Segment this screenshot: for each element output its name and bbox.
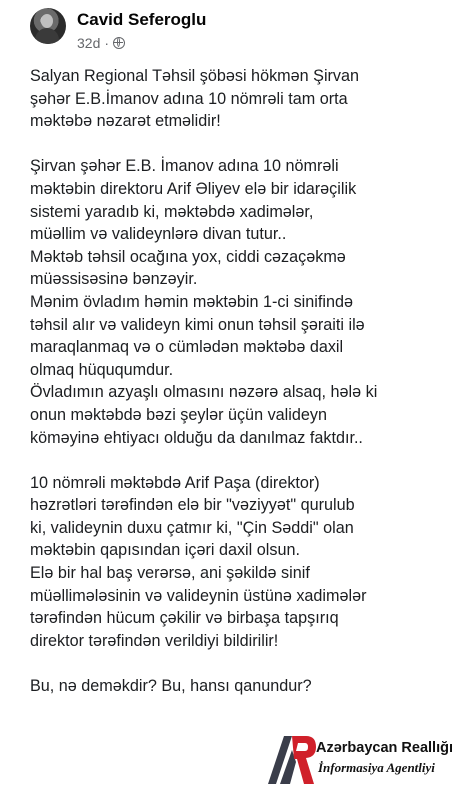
meta-separator: · — [104, 35, 110, 51]
post-time[interactable]: 32d — [77, 35, 101, 51]
post-body — [30, 65, 462, 698]
post-paragraph: Bu, nə deməkdir? Bu, hansı qanundur? — [30, 677, 312, 696]
post-header — [30, 8, 450, 56]
watermark-logo — [262, 732, 473, 786]
author-name[interactable]: Cavid Seferoglu — [77, 10, 207, 29]
post-meta — [77, 35, 125, 51]
post-paragraph: Şirvan şəhər E.B. İmanov adına 10 nömrəli məktəbin direktoru Arif Əliyev elə bir idarəçilik sistemi yaradıb ki, məktəbdə xadimələr, müəllim və valideynlərə divan tutur.. Məktəb təhsil ocağına yox, ciddi cəzaçəkmə müəssisəsinə bənzəyir. Mənim övladım həmin məktəbin 1-ci sinifində təhsil alır və valideyn kimi onun təhsil şəraiti ilə maraqlanmaq və o cümlədən məktəbə daxil olmaq hüququmdur. Övladımın azyaşlı olmasını nəzərə alsaq, hələ ki onun məktəbdə bəzi şeylər üçün valideyn köməyinə ehtiyacı olduğu da danılmaz faktdır.. — [30, 157, 378, 447]
ar-logo-icon — [262, 732, 318, 786]
post-paragraph: 10 nömrəli məktəbdə Arif Paşa (direktor) həzrətləri tərəfindən elə bir "vəziyyət" qurulub ki, valideynin duxu çatmır ki, "Çin Səddi" olan məktəbin qapısından içəri daxil olsun. Elə bir hal baş verərsə, ani şəkildə sinif müəllimələsinin və valideynin üstünə xadimələr tərəfindən hücum çəkilir və birbaşa tapşırıq direktor tərəfindən verildiyi bildirilir! — [30, 473, 367, 650]
globe-icon[interactable] — [113, 37, 125, 49]
avatar[interactable] — [30, 8, 66, 44]
watermark-name: Azərbaycan Reallığı — [316, 740, 453, 756]
watermark-subtitle: İnformasiya Agentliyi — [318, 760, 435, 775]
post-paragraph: Salyan Regional Təhsil şöbəsi hökmən Şirvan şəhər E.B.İmanov adına 10 nömrəli tam orta məktəbə nəzarət etməlidir! — [30, 67, 360, 131]
